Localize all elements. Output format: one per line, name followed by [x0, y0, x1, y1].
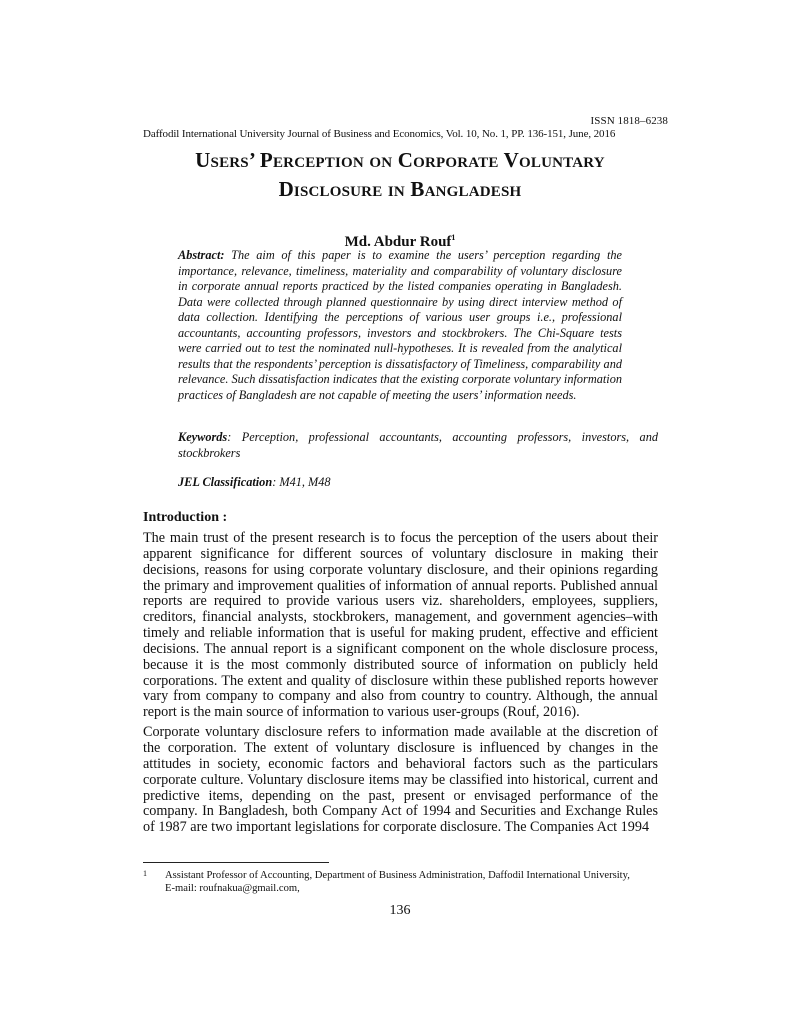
abstract — [178, 248, 622, 403]
page-number: 136 — [389, 903, 411, 918]
jel-label: JEL Classification — [178, 475, 273, 489]
body-paragraph: Corporate voluntary disclosure refers to information made available at the discretion of the corporation. The extent of voluntary disclosure is influenced by changes in the attitudes in society, economic factors and behavioral factors such as the particulars corporate culture. Voluntary disclosure items may be classified into historical, current and predictive items, depending on the past, present or envisaged performance of the company. In Bangladesh, both Company Act of 1994 and Securities and Exchange Rules of 1987 are two important legislations for corporate disclosure. The Companies Act 1994 — [143, 724, 658, 836]
introduction-body — [143, 531, 658, 840]
issn-label: ISSN 1818–6238 — [590, 115, 668, 127]
footnote-divider — [143, 862, 329, 863]
abstract-text: The aim of this paper is to examine the users’ perception regarding the importance, relevance, timeliness, materiality and comparability of voluntary disclosure in corporate annual reports practiced by the listed companies operating in Bangladesh. Data were collected through planned questionnaire by using direct interview method of data collection. Identifying the perceptions of various user groups i.e., professional accountants, accounting professors, investors and stockbrokers. The Chi-Square tests were carried out to test the nominated null-hypotheses. It is revealed from the analytical results that the respondents’ perception is dissatisfactory of Timeliness, comparability and relevance. Such dissatisfaction indicates that the existing corporate voluntary information practices of Bangladesh are not capable of meeting the users’ information needs. — [178, 248, 622, 402]
author-footnote-marker: 1 — [451, 233, 456, 242]
jel-text: : M41, M48 — [272, 475, 331, 489]
section-heading-introduction: Introduction : — [143, 510, 228, 525]
keywords — [178, 430, 658, 461]
paper-title — [120, 146, 680, 204]
author-name-text: Md. Abdur Rouf — [344, 234, 452, 250]
title-line-2: Disclosure in Bangladesh — [278, 177, 522, 201]
jel-classification — [178, 475, 331, 490]
abstract-label: Abstract: — [178, 248, 225, 262]
journal-citation: Daffodil International University Journal of Business and Economics, Vol. 10, No. 1, PP. 136-151, June, 2016 — [143, 128, 616, 140]
keywords-label: Keywords — [178, 430, 228, 444]
title-line-1: Users’ Perception on Corporate Voluntary — [195, 148, 605, 172]
keywords-text: : Perception, professional accountants, accounting professors, investors, and stockbrokers — [178, 430, 658, 460]
footnote-line-1: Assistant Professor of Accounting, Department of Business Administration, Daffodil International University, — [165, 870, 630, 881]
footnote — [143, 869, 663, 895]
body-paragraph: The main trust of the present research is to focus the perception of the users about their apparent significance for different sources of voluntary disclosure in making their decisions, reasons for using corporate voluntary disclosure, and their opinions regarding the primary and improvement qualities of information of annual reports. Published annual reports are required to provide various users viz. shareholders, employees, suppliers, creditors, financial analysts, stockbrokers, management, and government agencies–with timely and reliable information that is useful for making prudent, effective and efficient decisions. The annual report is a significant component on the whole disclosure process, because it is the most commonly distributed source of information on publicly held corporations. The extent and quality of disclosure within these published reports however vary from company to company and also from country to country. Although, the annual report is the main source of information to various user-groups (Rouf, 2016). — [143, 530, 658, 721]
footnote-marker: 1 — [143, 869, 147, 878]
footnote-line-2: E-mail: roufnakua@gmail.com, — [165, 883, 300, 894]
